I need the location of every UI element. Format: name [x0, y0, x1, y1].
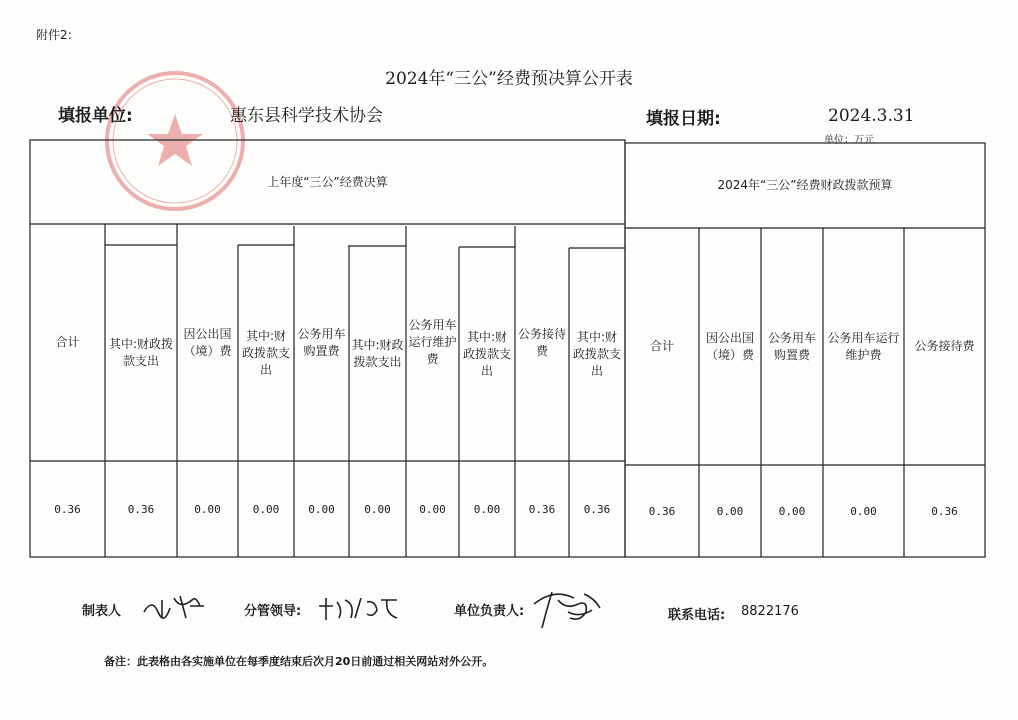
date-value: 2024.3.31	[828, 106, 915, 126]
value-fiscal-abroad: 0.00	[252, 502, 280, 516]
group-header-prev-year: 上年度“三公”经费决算	[267, 174, 388, 189]
unit-label: 填报单位:	[58, 106, 133, 126]
preparer-label: 制表人	[82, 604, 122, 619]
value-reception: 0.36	[528, 502, 556, 516]
phone-label: 联系电话:	[668, 608, 726, 623]
leader-label: 分管领导:	[244, 604, 302, 619]
value-budget-abroad: 0.00	[716, 504, 744, 518]
value-fiscal-car-operation: 0.00	[473, 502, 501, 516]
footnote: 备注：此表格由各实施单位在每季度结束后次月20日前通过相关网站对外公开。	[104, 655, 494, 668]
col-header-car-operation: 公务用车运行维护费	[408, 318, 457, 366]
value-budget-car-purchase: 0.00	[778, 504, 806, 518]
col-header-budget-car-purchase: 公务用车购置费	[767, 330, 816, 362]
col-header-budget-abroad: 因公出国（境）费	[705, 330, 754, 362]
unit-value: 惠东县科学技术协会	[230, 106, 383, 126]
phone-value: 8822176	[741, 604, 799, 619]
value-budget-reception: 0.36	[931, 504, 958, 518]
col-header-fiscal-total: 其中:财政拨款支出	[108, 337, 174, 368]
col-header-budget-reception: 公务接待费	[914, 339, 975, 353]
col-header-reception: 公务接待费	[517, 326, 566, 358]
col-header-fiscal-car-operation: 其中:财政拨款支出	[462, 329, 511, 378]
col-header-budget-car-operation: 公务用车运行维护费	[827, 330, 900, 362]
col-header-fiscal-car-purchase: 其中:财政拨款支出	[351, 337, 404, 369]
value-abroad: 0.00	[194, 502, 221, 516]
value-budget-car-operation: 0.00	[850, 504, 877, 518]
document-title: 2024年“三公”经费预决算公开表	[385, 69, 633, 89]
value-fiscal-total: 0.36	[127, 502, 155, 516]
col-header-budget-total: 合计	[649, 339, 674, 353]
head-label: 单位负责人:	[454, 604, 525, 619]
leader-signature-icon	[315, 592, 405, 626]
value-budget-total: 0.36	[648, 504, 676, 518]
value-car-operation: 0.00	[419, 502, 446, 516]
value-fiscal-car-purchase: 0.00	[364, 502, 391, 516]
group-header-budget: 2024年“三公”经费财政拨款预算	[717, 178, 893, 192]
preparer-signature-icon	[140, 592, 210, 622]
value-fiscal-reception: 0.36	[583, 502, 611, 516]
col-header-abroad: 因公出国（境）费	[183, 326, 232, 358]
head-signature-icon	[528, 582, 612, 632]
col-header-fiscal-abroad: 其中:财政拨款支出	[241, 328, 290, 377]
value-total: 0.36	[54, 502, 81, 516]
attachment-label: 附件2:	[36, 28, 72, 42]
money-unit: 单位：万元	[824, 135, 874, 146]
col-header-fiscal-reception: 其中:财政拨款支出	[572, 330, 621, 378]
col-header-total: 合计	[55, 335, 80, 349]
date-label: 填报日期:	[646, 109, 721, 129]
col-header-car-purchase: 公务用车购置费	[297, 326, 346, 358]
value-car-purchase: 0.00	[308, 502, 335, 516]
